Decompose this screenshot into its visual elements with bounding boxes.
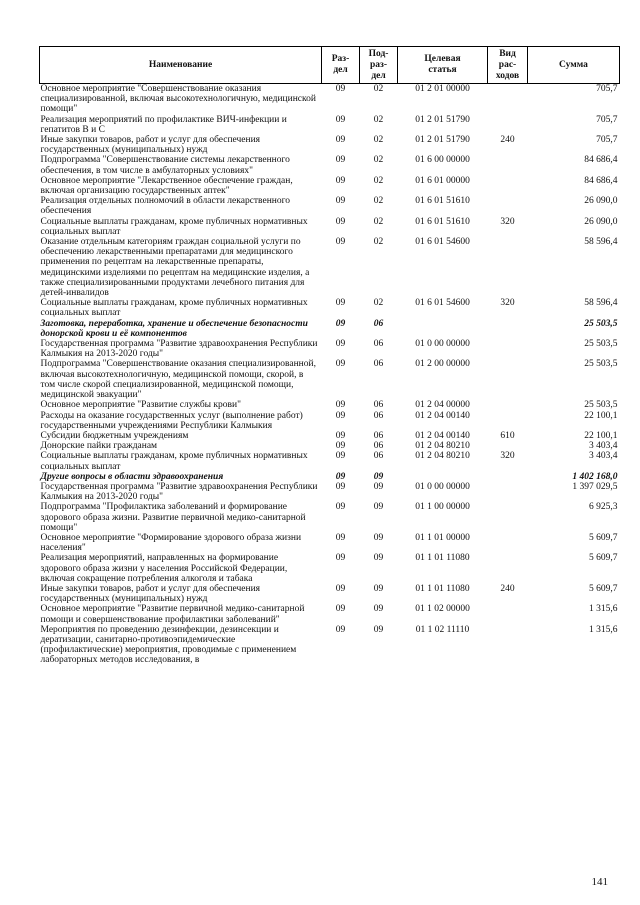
cell-razdel: 09 xyxy=(335,216,346,227)
cell-razdel: 09 xyxy=(335,624,346,635)
cell-podrazdel: 06 xyxy=(373,400,384,411)
cell-name: Иные закупки товаров, работ и услуг для обеспечения государственных (муниципальных) нужд xyxy=(40,135,261,156)
cell-celevaya: 01 1 01 11080 xyxy=(415,553,470,564)
header-summa: Сумма xyxy=(528,47,620,84)
cell-summa: 25 503,5 xyxy=(584,359,618,370)
cell-razdel: 09 xyxy=(335,410,346,421)
cell-name: Государственная программа "Развитие здравоохранения Республики Калмыкия на 2013-2020 годы" xyxy=(40,481,318,503)
cell-razdel: 09 xyxy=(335,339,346,350)
cell-razdel: 09 xyxy=(335,451,346,462)
cell-summa: 3 403,4 xyxy=(589,441,618,452)
cell-podrazdel: 02 xyxy=(373,84,384,94)
cell-podrazdel: 02 xyxy=(373,196,384,207)
cell-celevaya: 01 1 02 00000 xyxy=(415,604,470,615)
cell-celevaya: 01 6 01 54600 xyxy=(415,298,470,309)
cell-summa: 705,7 xyxy=(596,114,618,125)
cell-razdel: 09 xyxy=(335,471,346,482)
table-row xyxy=(40,451,620,471)
table-row xyxy=(40,604,620,624)
cell-name: Реализация мероприятий, направленных на формирование здорового образа жизни у населения Российской Федерации, включая сокращение потребления алкоголя и табака xyxy=(40,553,288,584)
cell-vid: 320 xyxy=(500,451,515,462)
section-row xyxy=(40,319,620,339)
cell-name: Социальные выплаты гражданам, кроме публичных нормативных социальных выплат xyxy=(40,451,308,472)
cell-podrazdel: 02 xyxy=(373,114,384,125)
cell-summa: 25 503,5 xyxy=(584,400,618,411)
cell-razdel: 09 xyxy=(335,84,346,94)
cell-vid: 240 xyxy=(500,583,515,594)
cell-summa: 705,7 xyxy=(596,135,618,146)
cell-podrazdel: 06 xyxy=(373,318,384,329)
cell-vid xyxy=(488,604,528,624)
cell-celevaya: 01 2 04 80210 xyxy=(415,441,470,452)
cell-summa: 5 609,7 xyxy=(589,553,618,564)
cell-celevaya: 01 2 04 00140 xyxy=(415,410,470,421)
cell-vid xyxy=(488,625,528,666)
cell-celevaya: 01 6 01 00000 xyxy=(415,175,470,186)
header-razdel: Раз- дел xyxy=(322,47,360,84)
cell-podrazdel: 09 xyxy=(373,553,384,564)
cell-podrazdel: 09 xyxy=(373,481,384,492)
cell-podrazdel: 02 xyxy=(373,237,384,248)
cell-name: Оказание отдельным категориям граждан социальной услуги по обеспечению лекарственными препаратами для медицинского применения по рецептам на лекарственные препараты, медицинскими изделиями по рецептам на медицинские изделия, а также специализированными продуктами лечебного питания для детей-инвалидов xyxy=(40,237,310,299)
cell-celevaya xyxy=(398,319,488,339)
cell-podrazdel: 06 xyxy=(373,430,384,441)
cell-summa: 25 503,5 xyxy=(584,318,618,329)
header-name: Наименование xyxy=(40,47,322,84)
cell-vid xyxy=(488,400,528,410)
cell-vid xyxy=(488,441,528,451)
cell-summa: 84 686,4 xyxy=(584,155,618,166)
table-row xyxy=(40,502,620,533)
cell-name: Другие вопросы в области здравоохранения xyxy=(40,471,224,482)
cell-razdel: 09 xyxy=(335,359,346,370)
cell-name: Реализация мероприятий по профилактике ВИЧ-инфекции и гепатитов В и С xyxy=(40,114,287,135)
cell-summa: 58 596,4 xyxy=(584,298,618,309)
cell-razdel: 09 xyxy=(335,196,346,207)
table-row xyxy=(40,359,620,400)
cell-podrazdel: 02 xyxy=(373,175,384,186)
cell-celevaya: 01 6 00 00000 xyxy=(415,155,470,166)
cell-vid: 240 xyxy=(500,135,515,146)
cell-podrazdel: 09 xyxy=(373,583,384,594)
table-row xyxy=(40,625,620,666)
cell-name: Подпрограмма "Профилактика заболеваний и формирование здорового образа жизни. Развитие первичной медико-санитарной помощи" xyxy=(40,502,306,533)
table-row xyxy=(40,84,620,115)
cell-summa: 1 315,6 xyxy=(589,604,618,615)
table-row xyxy=(40,482,620,502)
header-vid: Вид рас- ходов xyxy=(488,47,528,84)
cell-summa: 1 402 168,0 xyxy=(572,471,618,482)
cell-vid xyxy=(488,472,528,482)
cell-vid xyxy=(488,533,528,553)
table-row xyxy=(40,298,620,318)
table-row xyxy=(40,411,620,431)
cell-razdel: 09 xyxy=(335,114,346,125)
budget-table-sheet xyxy=(39,46,619,666)
table-row xyxy=(40,441,620,451)
cell-razdel: 09 xyxy=(335,553,346,564)
cell-razdel: 09 xyxy=(335,155,346,166)
cell-name: Реализация отдельных полномочий в области лекарственного обеспечения xyxy=(40,196,291,217)
cell-summa: 22 100,1 xyxy=(584,430,618,441)
cell-podrazdel: 09 xyxy=(373,624,384,635)
cell-vid: 320 xyxy=(500,298,515,309)
cell-podrazdel: 02 xyxy=(373,155,384,166)
cell-razdel: 09 xyxy=(335,481,346,492)
cell-celevaya: 01 2 04 00000 xyxy=(415,400,470,411)
cell-podrazdel: 09 xyxy=(373,502,384,513)
cell-razdel: 09 xyxy=(335,175,346,186)
cell-vid xyxy=(488,411,528,431)
table-row xyxy=(40,584,620,604)
cell-celevaya: 01 2 00 00000 xyxy=(415,359,470,370)
cell-razdel: 09 xyxy=(335,318,346,329)
cell-name: Подпрограмма "Совершенствование системы лекарственного обеспечения, в том числе в амбулаторных условиях" xyxy=(40,155,290,176)
cell-vid xyxy=(488,155,528,175)
cell-summa: 26 090,0 xyxy=(584,216,618,227)
cell-vid xyxy=(488,115,528,135)
cell-vid xyxy=(488,319,528,339)
cell-celevaya: 01 2 01 51790 xyxy=(415,114,470,125)
cell-razdel: 09 xyxy=(335,583,346,594)
cell-summa: 22 100,1 xyxy=(584,410,618,421)
cell-name: Основное мероприятие "Формирование здорового образа жизни населения" xyxy=(40,532,302,554)
cell-name: Иные закупки товаров, работ и услуг для обеспечения государственных (муниципальных) нужд xyxy=(40,583,261,605)
cell-summa: 5 609,7 xyxy=(589,583,618,594)
cell-podrazdel: 06 xyxy=(373,441,384,452)
cell-name: Основное мероприятие "Развитие службы крови" xyxy=(40,400,241,411)
header-podrazdel: Под- раз- дел xyxy=(360,47,398,84)
table-body xyxy=(40,84,620,666)
table-row xyxy=(40,431,620,441)
cell-summa: 58 596,4 xyxy=(584,237,618,248)
cell-razdel: 09 xyxy=(335,237,346,248)
cell-summa: 3 403,4 xyxy=(589,451,618,462)
table-row xyxy=(40,217,620,237)
cell-vid: 320 xyxy=(500,216,515,227)
cell-summa: 26 090,0 xyxy=(584,196,618,207)
cell-celevaya: 01 6 01 51610 xyxy=(415,196,470,207)
cell-name: Основное мероприятие "Совершенствование оказания специализированной, включая высокотехнологичную, медицинской помощи" xyxy=(40,84,316,115)
cell-vid: 610 xyxy=(500,430,515,441)
cell-podrazdel: 06 xyxy=(373,359,384,370)
cell-summa: 1 397 029,5 xyxy=(572,481,618,492)
cell-celevaya: 01 2 04 80210 xyxy=(415,451,470,462)
cell-podrazdel: 06 xyxy=(373,339,384,350)
cell-razdel: 09 xyxy=(335,441,346,452)
cell-vid xyxy=(488,502,528,533)
table-row xyxy=(40,135,620,155)
cell-name: Подпрограмма "Совершенствование оказания специализированной, включая высокотехнологичную, медицинской помощи, скорой, в том числе скорой специализированной, медицинской помощи, медицинской эвакуации" xyxy=(40,359,316,401)
cell-name: Мероприятия по проведению дезинфекции, дезинсекции и дератизации, санитарно-противоэпидемические (профилактические) мероприятия, проводимые с применением лабораторных методов исследования, в xyxy=(40,624,297,666)
cell-name: Субсидии бюджетным учреждениям xyxy=(40,430,189,441)
cell-vid xyxy=(488,339,528,359)
cell-podrazdel: 09 xyxy=(373,604,384,615)
cell-celevaya: 01 1 02 11110 xyxy=(415,624,470,635)
table-row xyxy=(40,176,620,196)
cell-vid xyxy=(488,84,528,115)
cell-razdel: 09 xyxy=(335,430,346,441)
cell-podrazdel: 02 xyxy=(373,298,384,309)
cell-summa: 25 503,5 xyxy=(584,339,618,350)
cell-celevaya: 01 2 04 00140 xyxy=(415,430,470,441)
cell-name: Расходы на оказание государственных услуг (выполнение работ) государственными учреждениями Республики Калмыкия xyxy=(40,410,303,431)
cell-razdel: 09 xyxy=(335,298,346,309)
table-row xyxy=(40,533,620,553)
table-row xyxy=(40,339,620,359)
cell-podrazdel: 06 xyxy=(373,451,384,462)
cell-razdel: 09 xyxy=(335,502,346,513)
cell-celevaya: 01 6 01 54600 xyxy=(415,237,470,248)
cell-vid xyxy=(488,176,528,196)
cell-celevaya: 01 1 01 00000 xyxy=(415,532,470,543)
header-celevaya: Целевая статья xyxy=(398,47,488,84)
cell-razdel: 09 xyxy=(335,400,346,411)
cell-razdel: 09 xyxy=(335,532,346,543)
cell-celevaya: 01 6 01 51610 xyxy=(415,216,470,227)
cell-summa: 84 686,4 xyxy=(584,175,618,186)
table-row xyxy=(40,155,620,175)
cell-name: Основное мероприятие "Развитие первичной медико-санитарной помощи и совершенствование профилактики заболеваний" xyxy=(40,604,305,625)
cell-name: Донорские пайки гражданам xyxy=(40,441,158,452)
table-row xyxy=(40,237,620,298)
cell-name: Государственная программа "Развитие здравоохранения Республики Калмыкия на 2013-2020 годы" xyxy=(40,339,318,360)
cell-podrazdel: 09 xyxy=(373,471,384,482)
cell-summa: 6 925,3 xyxy=(589,502,618,513)
cell-celevaya: 01 0 00 00000 xyxy=(415,481,470,492)
cell-vid xyxy=(488,359,528,400)
cell-vid xyxy=(488,196,528,216)
page-number: 141 xyxy=(591,876,608,888)
cell-name: Заготовка, переработка, хранение и обеспечение безопасности донорской крови и её компонентов xyxy=(40,318,308,339)
cell-name: Социальные выплаты гражданам, кроме публичных нормативных социальных выплат xyxy=(40,216,308,237)
cell-summa: 705,7 xyxy=(596,84,618,94)
budget-table xyxy=(39,46,620,666)
cell-summa: 1 315,6 xyxy=(589,624,618,635)
cell-celevaya: 01 0 00 00000 xyxy=(415,339,470,350)
cell-razdel: 09 xyxy=(335,135,346,146)
cell-podrazdel: 02 xyxy=(373,135,384,146)
table-row xyxy=(40,553,620,584)
cell-name: Социальные выплаты гражданам, кроме публичных нормативных социальных выплат xyxy=(40,298,308,319)
cell-podrazdel: 06 xyxy=(373,410,384,421)
cell-celevaya: 01 1 01 11080 xyxy=(415,583,470,594)
cell-name: Основное мероприятие "Лекарственное обеспечение граждан, включая организацию государственных аптек" xyxy=(40,175,293,197)
table-row xyxy=(40,196,620,216)
cell-vid xyxy=(488,482,528,502)
cell-vid xyxy=(488,553,528,584)
cell-celevaya xyxy=(398,472,488,482)
cell-summa: 5 609,7 xyxy=(589,532,618,543)
table-header-row xyxy=(40,47,620,84)
cell-celevaya: 01 2 01 00000 xyxy=(415,84,470,94)
table-row xyxy=(40,115,620,135)
cell-podrazdel: 02 xyxy=(373,216,384,227)
cell-celevaya: 01 1 00 00000 xyxy=(415,502,470,513)
cell-vid xyxy=(488,237,528,298)
section-row xyxy=(40,472,620,482)
cell-celevaya: 01 2 01 51790 xyxy=(415,135,470,146)
cell-razdel: 09 xyxy=(335,604,346,615)
table-row xyxy=(40,400,620,410)
cell-podrazdel: 09 xyxy=(373,532,384,543)
